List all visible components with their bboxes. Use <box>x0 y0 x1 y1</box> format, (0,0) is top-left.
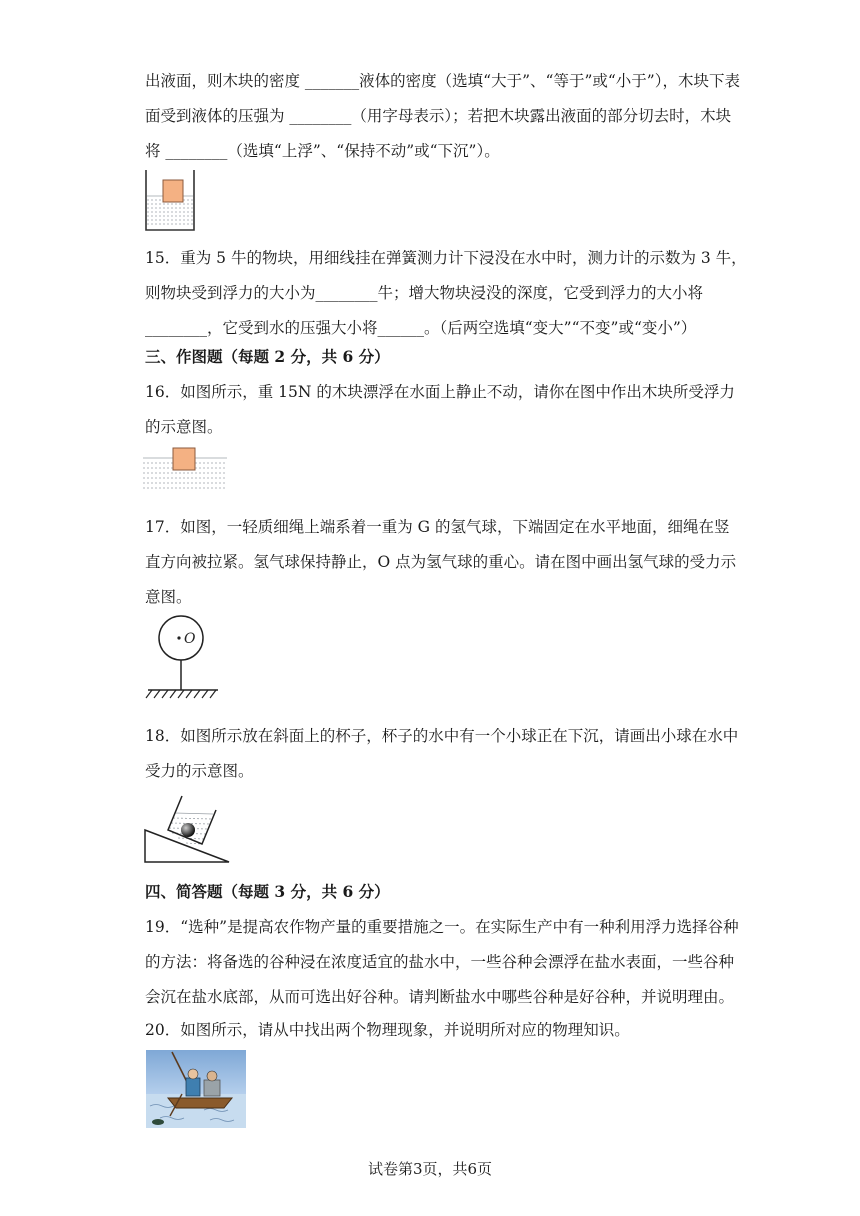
text-line: 则物块受到浮力的大小为________牛；增大物块浸没的深度，它受到浮力的大小将 <box>145 284 704 302</box>
section-heading: 三、作图题（每题 2 分，共 6 分） <box>145 347 390 366</box>
balloon-figure <box>142 614 226 706</box>
text-line: 20．如图所示，请从中找出两个物理现象，并说明所对应的物理知识。 <box>145 1021 630 1039</box>
text-line: 面受到液体的压强为 ________（用字母表示）；若把木块露出液面的部分切去时，木块 <box>145 107 732 125</box>
text-line: ________，它受到水的压强大小将______。（后两空选填“变大”“不变”或“变小”） <box>145 319 697 337</box>
text-line: 19．“选种”是提高农作物产量的重要措施之一。在实际生产中有一种利用浮力选择谷种 <box>145 918 739 936</box>
boat-fishermen-illustration <box>146 1050 246 1128</box>
text-line: 出液面，则木块的密度 _______液体的密度（选填“大于”、“等于”或“小于”），木块下表 <box>145 72 740 90</box>
text-line: 15．重为 5 牛的物块，用细线挂在弹簧测力计下浸没在水中时，测力计的示数为 3 牛， <box>145 249 747 267</box>
text-line: 意图。 <box>145 588 192 606</box>
text-line: 会沉在盐水底部，从而可选出好谷种。请判断盐水中哪些谷种是好谷种，并说明理由。 <box>145 988 735 1006</box>
text-line: 16．如图所示，重 15N 的木块漂浮在水面上静止不动，请你在图中作出木块所受浮力 <box>145 383 735 401</box>
text-line: 18．如图所示放在斜面上的杯子，杯子的水中有一个小球正在下沉，请画出小球在水中 <box>145 727 739 745</box>
page-footer: 试卷第3页，共6页 <box>367 1160 493 1178</box>
beaker-floating-block-figure <box>142 168 198 232</box>
section-heading: 四、简答题（每题 3 分，共 6 分） <box>145 882 390 901</box>
text-line: 受力的示意图。 <box>145 762 254 780</box>
text-line: 将 ________（选填“上浮”、“保持不动”或“下沉”）。 <box>145 142 500 160</box>
ball-icon <box>181 823 195 837</box>
point-o-label: O <box>184 631 196 647</box>
incline-cup-figure <box>142 792 234 866</box>
text-line: 17．如图，一轻质细绳上端系着一重为 G 的氢气球，下端固定在水平地面，细绳在竖 <box>145 518 730 536</box>
text-line: 直方向被拉紧。氢气球保持静止，O 点为氢气球的重心。请在图中画出氢气球的受力示 <box>145 553 737 571</box>
floating-block-figure <box>143 444 227 492</box>
text-line: 的方法：将备选的谷种浸在浓度适宜的盐水中，一些谷种会漂浮在盐水表面，一些谷种 <box>145 953 735 971</box>
text-line: 的示意图。 <box>145 418 223 436</box>
